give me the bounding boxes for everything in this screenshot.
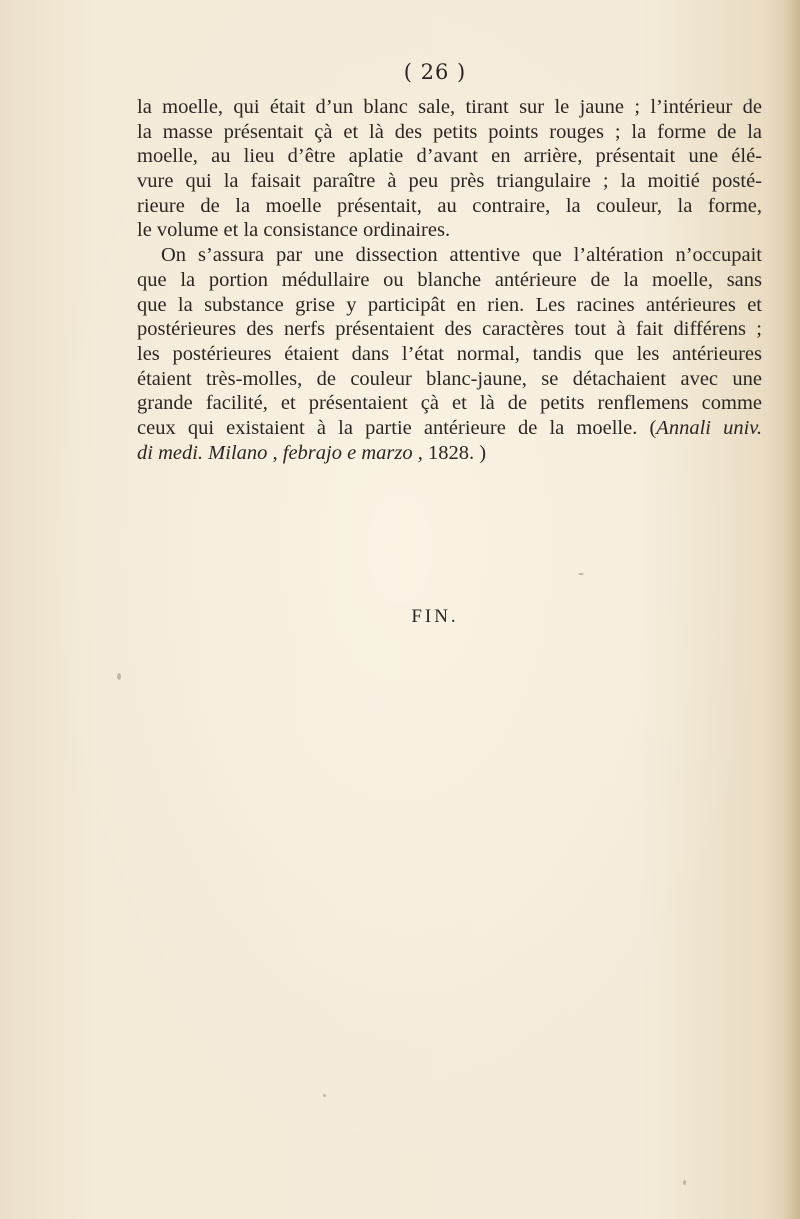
body-text <box>137 95 762 465</box>
page-number: ( 26 ) <box>403 60 467 84</box>
paper-speck <box>323 1094 326 1097</box>
text-line-start: ceux qui existaient à la partie antérieure de la moelle. ( <box>137 416 657 439</box>
text-line: vure qui la faisait paraître à peu près triangulaire ; la moitié posté- <box>137 170 762 193</box>
text-line: rieure de la moelle présentait, au contraire, la couleur, la forme, <box>137 194 762 217</box>
paper-speck <box>578 573 584 575</box>
paper-speck <box>683 1180 686 1185</box>
end-mark: FIN. <box>411 606 459 627</box>
citation-journal: Annali univ. <box>656 416 763 439</box>
paper-speck <box>117 673 121 680</box>
text-line: la moelle, qui était d’un blanc sale, tirant sur le jaune ; l’intérieur de <box>137 96 762 118</box>
text-line: moelle, au lieu d’être aplatie d’avant en arrière, présentait une élé- <box>137 145 762 168</box>
citation-line <box>137 441 762 466</box>
text-line: On s’assura par une dissection attentive que l’altération n’occupait <box>161 244 762 267</box>
citation-source: di medi. Milano , febrajo e marzo , <box>137 441 423 464</box>
text-line: étaient très-molles, de couleur blanc-jaune, se détachaient avec une <box>137 367 762 390</box>
text-line-with-citation <box>137 416 762 441</box>
text-line: les postérieures étaient dans l’état normal, tandis que les antérieures <box>137 342 762 365</box>
text-line: que la substance grise y participât en rien. Les racines antérieures et <box>137 293 762 316</box>
text-line: postérieures des nerfs présentaient des caractères tout à fait différens ; <box>137 318 762 341</box>
text-line: grande facilité, et présentaient çà et là de petits renflemens comme <box>137 392 762 415</box>
text-line: le volume et la consistance ordinaires. <box>137 219 451 242</box>
citation-year: 1828. ) <box>422 441 487 464</box>
text-line: que la portion médullaire ou blanche antérieure de la moelle, sans <box>137 268 762 291</box>
text-line: la masse présentait çà et là des petits points rouges ; la forme de la <box>137 120 762 143</box>
